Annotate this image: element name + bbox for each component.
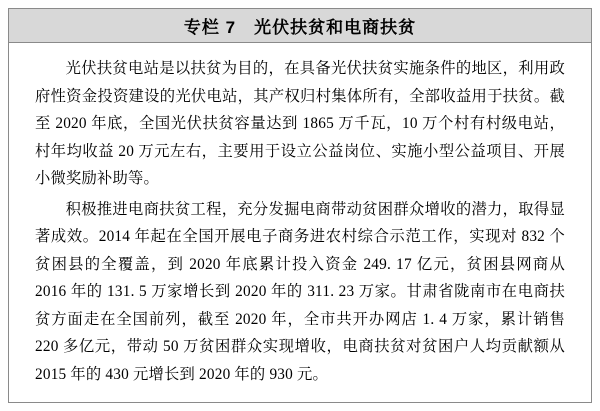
callout-title-bar — [9, 9, 591, 43]
callout-content — [9, 43, 591, 400]
paragraph-1: 光伏扶贫电站是以扶贫为目的，在具备光伏扶贫实施条件的地区，利用政府性资金投资建设的光伏电站，其产权归村集体所有，全部收益用于扶贫。截至 2020 年底，全国光伏扶贫容量达到 1865 万千瓦，10 万个村有村级电站，村年均收益 20 万元左右，主要用于设立公益岗位、实施小型公益项目、开展小微奖励补助等。 — [35, 60, 565, 187]
paragraph-2: 积极推进电商扶贫工程，充分发掘电商带动贫困群众增收的潜力，取得显著成效。2014 年起在全国开展电子商务进农村综合示范工作，实现对 832 个贫困县的全覆盖，到 2020 年底累计投入资金 249. 17 亿元，贫困县网商从 2016 年的 131. 5 万家增长到 2020 年的 311. 23 万家。甘肃省陇南市在电商扶贫方面走在全国前列，截至 2020 年，全市共开办网店 1. 4 万家，累计销售 220 多亿元，带动 50 万贫困群众实现增收，电商扶贫对贫困户人均贡献额从 2015 年的 430 元增长到 2020 年的 930 元。 — [35, 200, 565, 383]
callout-title: 专栏 7 光伏扶贫和电商扶贫 — [183, 18, 417, 37]
callout-box — [8, 8, 592, 403]
